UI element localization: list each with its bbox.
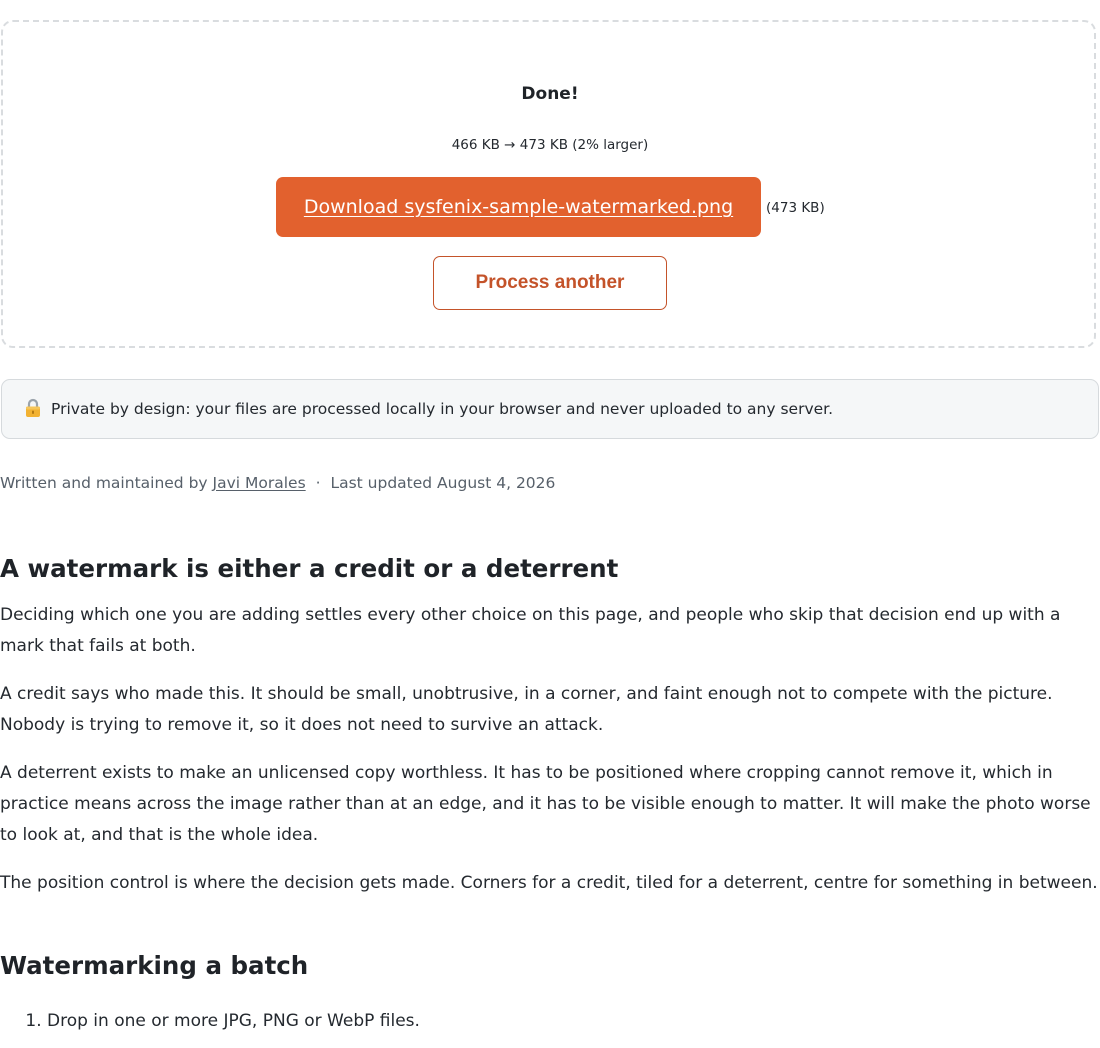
list-item: 1. Drop in one or more JPG, PNG or WebP files. <box>47 1008 1100 1034</box>
article-paragraph: A credit says who made this. It should be small, unobtrusive, in a corner, and faint enough not to compete with the picture. Nobody is trying to remove it, so it does not need to survive an attack. <box>0 684 1053 735</box>
privacy-note <box>1 379 1099 439</box>
download-size: (473 KB) <box>766 200 825 216</box>
privacy-text: Private by design: your files are processed locally in your browser and never uploaded to any server. <box>51 400 834 418</box>
article-paragraph: The position control is where the decision gets made. Corners for a credit, tiled for a deterrent, centre for something in between. <box>0 873 1098 893</box>
section-heading-credit-or-deterrent: A watermark is either a credit or a deterrent <box>0 554 619 583</box>
section-heading-batch: Watermarking a batch <box>0 951 309 980</box>
size-summary: 466 KB → 473 KB (2% larger) <box>451 137 649 153</box>
author-link[interactable]: Javi Morales <box>212 474 306 492</box>
download-button[interactable]: Download sysfenix-sample-watermarked.png <box>276 177 761 237</box>
byline-separator: · <box>315 474 321 492</box>
last-updated: Last updated August 4, 2026 <box>330 474 556 492</box>
article-paragraph: A deterrent exists to make an unlicensed copy worthless. It has to be positioned where cropping cannot remove it, which in practice means across the image rather than at an edge, and it has to be visible enough to matter. It will make the photo worse to look at, and that is the whole idea. <box>0 763 1091 845</box>
byline <box>0 472 555 494</box>
article-paragraph: Deciding which one you are adding settles every other choice on this page, and people who skip that decision end up with a mark that fails at both. <box>0 605 1061 656</box>
article <box>0 553 1100 1034</box>
lock-icon <box>24 398 42 418</box>
process-another-button[interactable]: Process another <box>433 256 667 310</box>
byline-prefix: Written and maintained by <box>0 474 208 492</box>
steps-list <box>0 1008 1100 1034</box>
result-title: Done! <box>521 84 579 104</box>
